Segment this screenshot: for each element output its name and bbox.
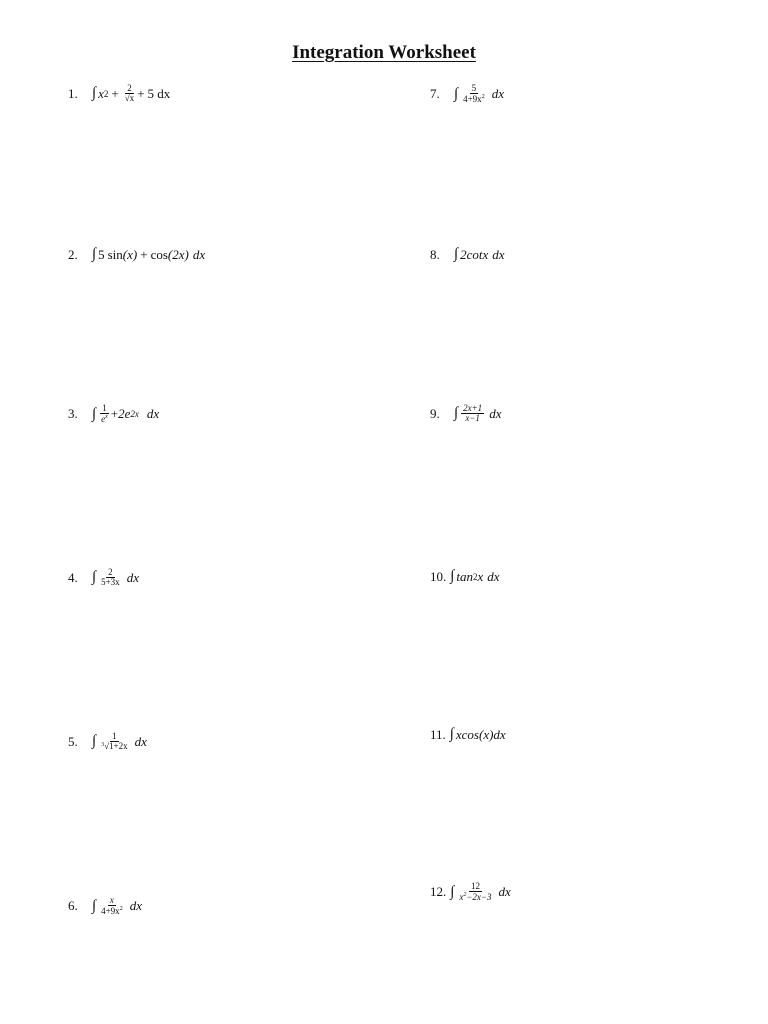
integral-symbol: ∫ [92,246,97,262]
problem-number: 1. [68,85,78,101]
integral-symbol: ∫ [449,726,454,742]
problem-number: 9. [430,405,440,421]
function: cos [150,246,168,262]
problem-number: 10. [430,568,447,584]
differential: dx [487,568,500,584]
differential: dx [134,733,147,749]
differential: dx [489,405,502,421]
fraction [99,896,125,917]
problem-4 [68,568,139,588]
differential: dx [498,884,511,900]
argument: (x) [122,246,138,262]
differential: dx [491,86,504,102]
term: 5 dx [147,85,171,101]
integral-symbol: ∫ [92,733,97,750]
integral-symbol: ∫ [454,246,459,262]
problem-number: 7. [430,86,440,102]
numerator: x [109,895,114,905]
function: sin [107,246,123,262]
fraction [461,84,487,105]
fraction [123,84,136,104]
denominator: $4+9x^2$ [463,94,485,105]
numerator: 2x+1 [463,403,483,413]
differential: dx [126,569,139,585]
integral-symbol: ∫ [450,883,455,900]
problem-1: 1. ∫ x 2 + $\frac{2}{√x}$ + 5 dx [68,83,171,104]
coefficient: 5 [98,246,105,262]
problem-8 [430,246,505,263]
differential: dx [492,246,505,262]
problem-7 [430,84,504,105]
fraction [99,732,130,752]
problem-6 [68,896,142,917]
expression: xcos(x)dx [455,726,506,742]
integral-symbol: ∫ [450,568,455,584]
problem-number: 12. [430,884,447,900]
problem-number: 3. [68,406,78,422]
numerator: 12 [470,881,480,891]
fraction [457,882,493,903]
differential: dx [146,406,160,422]
integral-symbol: ∫ [92,569,97,586]
problem-11 [430,726,506,743]
numerator: 2 [127,83,132,93]
fraction [99,404,110,425]
denominator: 5+3x [101,577,120,588]
problem-2 [68,246,205,263]
problem-12 [430,882,511,903]
variable: x [477,568,484,584]
operator: + [110,406,119,422]
problem-5 [68,732,147,752]
problem-9 [430,404,501,424]
problem-number: 6. [68,898,78,914]
problem-number: 5. [68,733,78,749]
problem-number: 2. [68,246,78,262]
integral-symbol: ∫ [92,85,97,102]
denominator: $4+9x^2$ [101,906,123,917]
operator: + [140,246,148,262]
term: 2e [118,406,131,422]
denominator: $^3$√1+2x [101,741,128,752]
problem-number: 4. [68,569,78,585]
problem-number: 11. [430,726,446,742]
fraction [99,568,122,588]
differential: dx [192,246,206,262]
function: tan [456,568,473,584]
differential: dx [129,898,142,914]
numerator: 1 [112,731,117,741]
operator: + [111,85,119,101]
integral-symbol: ∫ [454,85,459,102]
operator: + [137,85,145,101]
numerator: 1 [102,403,107,413]
term: x [98,85,104,101]
integral-symbol: ∫ [92,405,97,422]
denominator: $e^x$ [101,414,108,425]
integral-symbol: ∫ [454,405,459,422]
problem-10: 10. ∫ tan 2 x dx [430,568,500,584]
integral-symbol: ∫ [92,897,97,914]
denominator: $x^2-2x-3$ [459,892,492,903]
worksheet-title: Integration Worksheet [292,42,476,63]
expression: 2cotx [460,246,489,262]
denominator: x−1 [465,413,480,424]
argument: (2x) [167,246,189,262]
denominator: √x [124,93,135,104]
problem-number: 8. [430,246,440,262]
problem-3: 3. ∫ $\frac{1}{e^x}$ + 2e 2x dx [68,403,160,425]
numerator: 5 [471,83,477,93]
fraction [461,404,484,424]
numerator: 2 [108,567,113,577]
